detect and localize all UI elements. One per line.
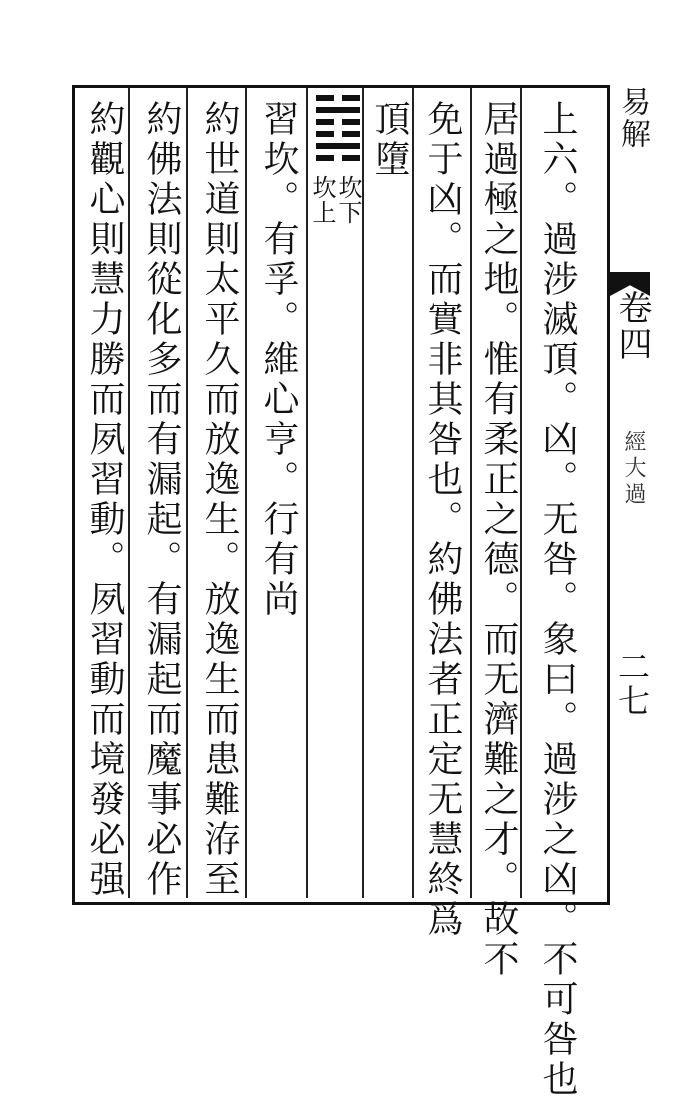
lower-trigram-label: 坎 (308, 175, 336, 201)
column-rule (362, 88, 364, 898)
text-column: 頂墮 (369, 100, 410, 180)
text-column: 約佛法則從化多而有漏起。有漏起而魔事必作 (141, 100, 182, 900)
column-rule (470, 88, 472, 898)
text-column: 約觀心則慧力勝而夙習動。夙習動而境發必强 (84, 100, 125, 900)
text-column: 約世道則太平久而放逸生。放逸生而患難洊至 (199, 100, 240, 900)
text-column: 習坎。有孚。維心亨。行有尚 (258, 100, 299, 620)
column-rule (128, 88, 130, 898)
section-label: 經大過 (621, 430, 646, 508)
text-column: 上六。過涉滅頂。凶。无咎。象曰。過涉之凶。不可咎也 (537, 100, 578, 1100)
book-title: 易解 (615, 86, 650, 150)
upper-trigram-label: 坎 (334, 175, 362, 201)
kan-hexagram-icon (316, 95, 360, 165)
column-rule (245, 88, 247, 898)
column-rule (520, 88, 522, 898)
upper-mark: 上 (308, 200, 336, 226)
page-number: 二七 (613, 650, 651, 718)
text-column: 免于凶。而實非其咎也。約佛法者正定无慧終爲 (422, 100, 463, 940)
text-column: 居過極之地。惟有柔正之德。而无濟難之才。故不 (478, 100, 519, 980)
column-rule (186, 88, 188, 898)
volume-label: 卷四 (612, 290, 652, 362)
lower-mark: 下 (334, 200, 362, 226)
column-rule (412, 88, 414, 898)
